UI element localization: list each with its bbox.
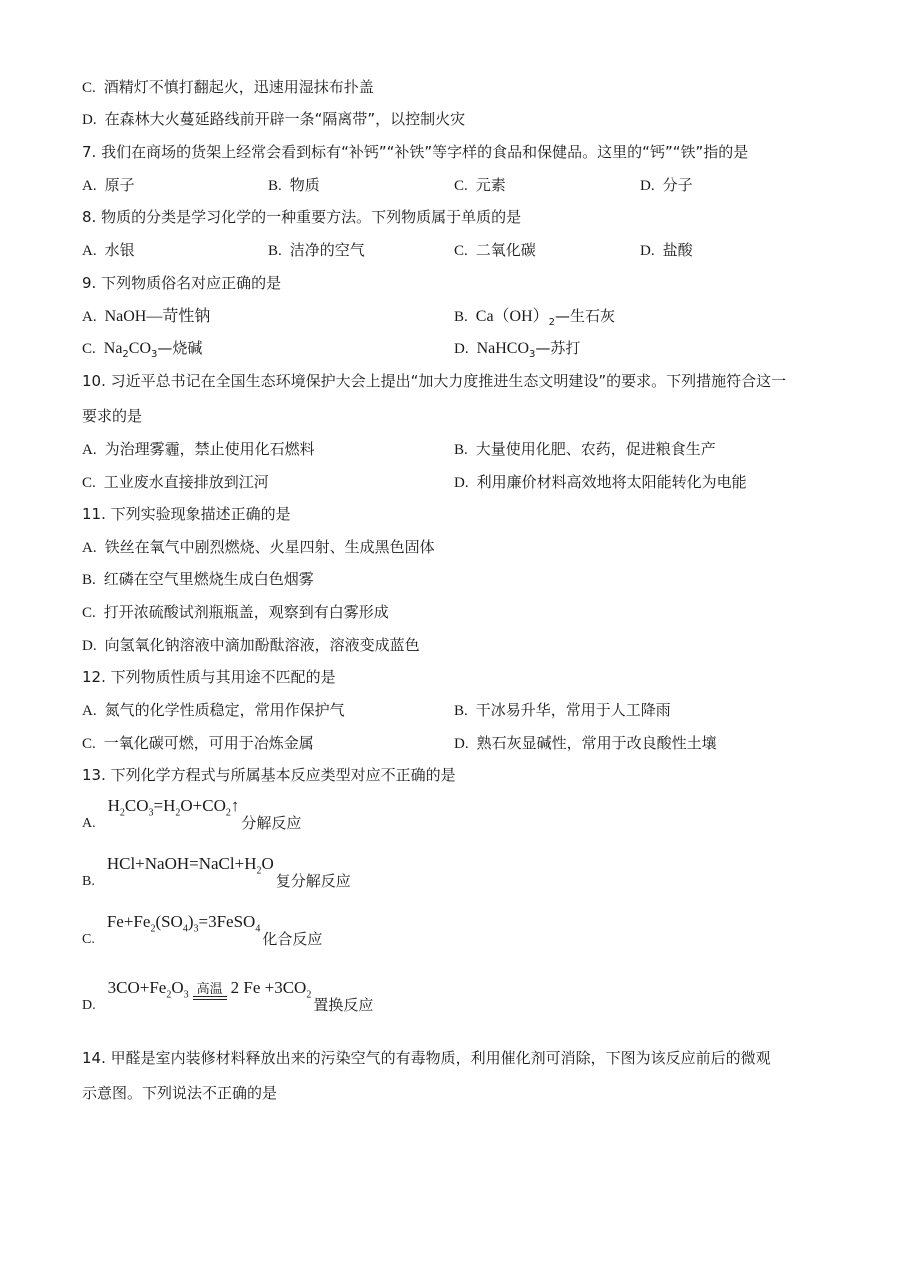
q8-option-d: D. 盐酸 — [640, 241, 693, 259]
q11-option-c: C. 打开浓硫酸试剂瓶瓶盖，观察到有白雾形成 — [82, 603, 389, 621]
q10-option-b: B. 大量使用化肥、农药，促进粮食生产 — [454, 440, 716, 458]
q8-stem: 8. 物质的分类是学习化学的一种重要方法。下列物质属于单质的是 — [82, 208, 522, 226]
equation-d: $3CO+Fe_2O_3$ 高温 2 $Fe +3CO_2$ — [107, 978, 312, 1001]
q11-stem: 11. 下列实验现象描述正确的是 — [82, 505, 291, 523]
q7-stem: 7. 我们在商场的货架上经常会看到标有“补钙”“补铁”等字样的食品和保健品。这里的“钙”“铁”指的是 — [82, 143, 749, 161]
q9-option-b: B. $Ca(OH)_2—$生石灰 — [454, 307, 616, 328]
q12-option-b: B. 干冰易升华，常用于人工降雨 — [454, 701, 671, 719]
q6-option-d: D. 在森林大火蔓延路线前开辟一条“隔离带”，以控制火灾 — [82, 110, 466, 128]
gas-arrow-icon: ↑ — [230, 796, 240, 815]
q9-option-d: D. NaHCO$_3$—苏打 — [454, 339, 581, 360]
q10-stem-line1: 10. 习近平总书记在全国生态环境保护大会上提出“加大力度推进生态文明建设”的要求。下列措施符合这一 — [82, 372, 787, 390]
q9-option-a: A. NaOH—苛性钠 — [82, 308, 211, 325]
q6-option-c: C. 酒精灯不慎打翻起火，迅速用湿抹布扑盖 — [82, 78, 374, 96]
equation-b: $HCl+NaOH=NaCl+H_2O$ — [106, 854, 274, 877]
q7-option-b: B. 物质 — [268, 176, 320, 194]
equation-c: $Fe+Fe_2(SO_4)_3=3FeSO_4$ — [106, 912, 261, 935]
q10-option-d: D. 利用廉价材料高效地将太阳能转化为电能 — [454, 473, 747, 491]
q14-stem-line2: 示意图。下列说法不正确的是 — [82, 1084, 278, 1102]
reaction-condition: 高温 — [193, 982, 227, 1000]
q8-option-b: B. 洁净的空气 — [268, 241, 365, 259]
q11-option-b: B. 红磷在空气里燃烧生成白色烟雾 — [82, 570, 314, 588]
q9-option-c: C. $Na_2CO_3—$烧碱 — [82, 339, 203, 360]
q13-option-b: B. $HCl+NaOH=NaCl+H_2O$ 复分解反应 — [82, 854, 351, 891]
q8-option-c: C. 二氧化碳 — [454, 241, 536, 259]
q9-stem: 9. 下列物质俗名对应正确的是 — [82, 274, 282, 292]
q12-option-a: A. 氮气的化学性质稳定，常用作保护气 — [82, 701, 345, 719]
q10-option-a: A. 为治理雾霾，禁止使用化石燃料 — [82, 440, 315, 458]
q14-stem-line1: 14. 甲醛是室内装修材料释放出来的污染空气的有毒物质，利用催化剂可消除，下图为该反应前后的微观 — [82, 1049, 771, 1067]
q10-option-c: C. 工业废水直接排放到江河 — [82, 473, 269, 491]
q12-option-d: D. 熟石灰显碱性，常用于改良酸性土壤 — [454, 734, 717, 752]
q10-stem-line2: 要求的是 — [82, 407, 143, 425]
q13-option-d: D. $3CO+Fe_2O_3$ 高温 2 $Fe +3CO_2$ 置换反应 — [82, 978, 374, 1015]
q7-option-d: D. 分子 — [640, 176, 693, 194]
equation-a: $H_2CO_3=H_2O+CO_2↑$ — [107, 796, 240, 819]
q13-option-a: A. $H_2CO_3=H_2O+CO_2↑$ 分解反应 — [82, 796, 302, 833]
q7-option-a: A. 原子 — [82, 176, 135, 194]
q12-option-c: C. 一氧化碳可燃，可用于冶炼金属 — [82, 734, 314, 752]
q7-option-c: C. 元素 — [454, 176, 506, 194]
q12-stem: 12. 下列物质性质与其用途不匹配的是 — [82, 668, 336, 686]
q11-option-d: D. 向氢氧化钠溶液中滴加酚酞溶液，溶液变成蓝色 — [82, 636, 420, 654]
q11-option-a: A. 铁丝在氧气中剧烈燃烧、火星四射、生成黑色固体 — [82, 538, 435, 556]
q8-option-a: A. 水银 — [82, 241, 135, 259]
q13-stem: 13. 下列化学方程式与所属基本反应类型对应不正确的是 — [82, 766, 456, 784]
q13-option-c: C. $Fe+Fe_2(SO_4)_3=3FeSO_4$ 化合反应 — [82, 912, 323, 949]
